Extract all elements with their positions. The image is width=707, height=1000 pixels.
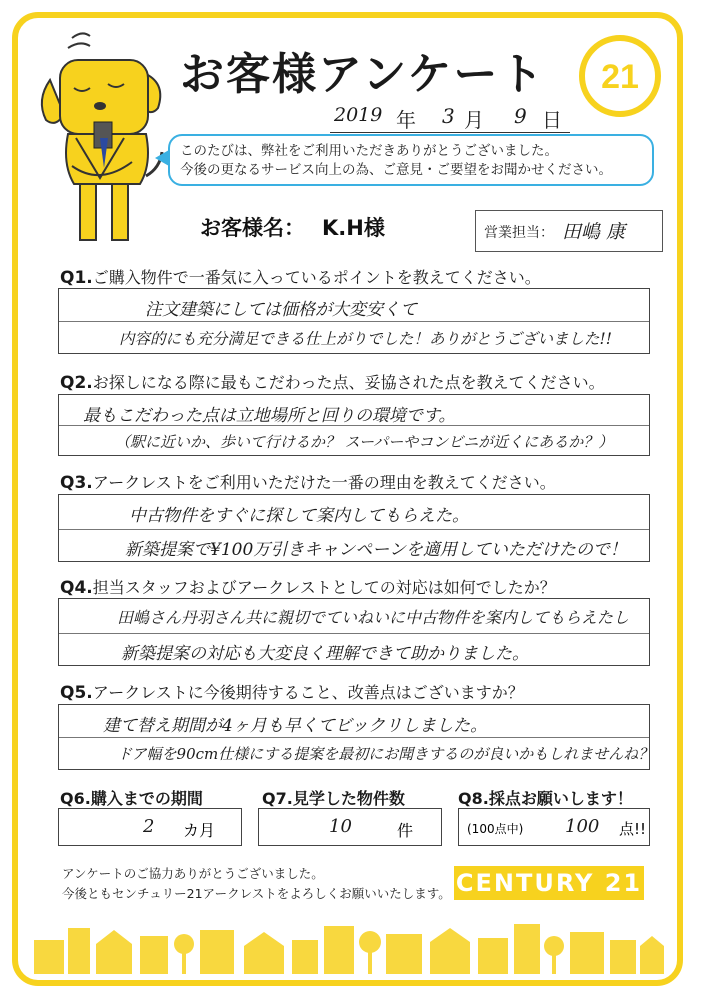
- speech-bubble-tail: [155, 150, 169, 166]
- answer-8-prefix: (100点中): [467, 822, 524, 836]
- question-1: [60, 265, 541, 288]
- answer-6-value: 2: [143, 816, 155, 837]
- customer-name-field: [196, 208, 462, 242]
- staff-name: 田嶋 康: [562, 221, 626, 243]
- question-1-text: ご購入物件で一番気に入っているポイントを教えてください。: [92, 268, 541, 287]
- question-7: [262, 786, 405, 809]
- answer-8-value: 100: [565, 816, 600, 837]
- answer-3-line-1: 中古物件をすぐに探して案内してもらえた。: [129, 506, 469, 526]
- question-7-text: 見学した物件数: [292, 789, 405, 808]
- intro-line-1: このたびは、弊社をご利用いただきありがとうございました。: [180, 143, 558, 159]
- intro-line-2: 今後の更なるサービス向上の為、ご意見・ご要望をお聞かせください。: [180, 162, 612, 178]
- question-5-number: Q5.: [60, 683, 93, 703]
- question-3: [60, 470, 556, 493]
- question-5-text: アークレストに今後期待すること、改善点はございますか？: [92, 683, 524, 702]
- century21-logo-icon: [572, 28, 668, 124]
- question-1-number: Q1.: [60, 268, 93, 288]
- intro-speech-bubble: [168, 134, 654, 186]
- customer-name-value: K.H様: [322, 216, 385, 240]
- question-2-number: Q2.: [60, 373, 93, 393]
- question-3-text: アークレストをご利用いただけた一番の理由を教えてください。: [92, 473, 556, 492]
- answer-5-line-2: ドア幅を90cm仕様にする提案を最初にお聞きするのが良いかもしれませんね？: [117, 745, 654, 763]
- question-4-number: Q4.: [60, 578, 93, 598]
- answer-4-box: [58, 598, 650, 666]
- question-6: [60, 786, 203, 809]
- question-3-number: Q3.: [60, 473, 93, 493]
- answer-2-box: [58, 394, 650, 456]
- question-4-text: 担当スタッフおよびアークレストとしての対応は如何でしたか？: [92, 578, 556, 597]
- answer-4-line-1: 田嶋さん丹羽さん共に親切でていねいに中古物件を案内してもらえたし: [117, 608, 630, 627]
- footer-message: [62, 864, 451, 904]
- answer-2-line-2: （駅に近いか、歩いて行けるか？ スーパーやコンビニが近くにあるか？）: [115, 433, 614, 451]
- staff-field: [475, 210, 663, 252]
- answer-6-box: [58, 808, 242, 846]
- answer-3-line-2: 新築提案で¥100万引きキャンペーンを適用していただけたので！: [125, 540, 627, 560]
- question-6-number: Q6.: [60, 789, 91, 808]
- answer-1-line-2: 内容的にも充分満足できる仕上がりでした！ありがとうございました!!: [119, 330, 612, 348]
- answer-5-line-1: 建て替え期間が4ヶ月も早くてビックリしました。: [103, 716, 488, 736]
- answer-8-box: [458, 808, 650, 846]
- question-6-text: 購入までの期間: [90, 789, 203, 808]
- date-month-label: 月: [464, 108, 484, 132]
- logo-number: 21: [601, 58, 639, 96]
- answer-7-box: [258, 808, 442, 846]
- answer-3-box: [58, 494, 650, 562]
- answer-7-value: 10: [329, 816, 352, 837]
- customer-name-label: お客様名：: [200, 216, 305, 240]
- question-5: [60, 680, 524, 703]
- footer-line-1: アンケートのご協力ありがとうございました。: [62, 866, 324, 881]
- question-2: [60, 370, 605, 393]
- footer-line-2: 今後ともセンチュリー21アークレストをよろしくお願いいたします。: [62, 886, 451, 901]
- question-2-text: お探しになる際に最もこだわった点、妥協された点を教えてください。: [92, 373, 605, 392]
- date-year: 2019: [334, 104, 383, 126]
- answer-6-unit: カ月: [183, 821, 216, 840]
- question-7-number: Q7.: [262, 789, 293, 808]
- answer-8-unit: 点!!: [619, 820, 647, 838]
- question-8: [458, 786, 633, 809]
- page-title: お客様アンケート: [180, 49, 546, 100]
- town-skyline-illustration: [24, 910, 670, 974]
- staff-label: 営業担当：: [484, 225, 554, 241]
- answer-7-unit: 件: [397, 821, 414, 840]
- answer-1-line-1: 注文建築にしては価格が大変安くて: [145, 300, 417, 320]
- date-day-label: 日: [542, 108, 562, 132]
- date-year-label: 年: [396, 108, 416, 132]
- answer-2-line-1: 最もこだわった点は立地場所と回りの環境です。: [83, 406, 456, 426]
- date-day: 9: [514, 104, 527, 128]
- question-8-number: Q8.: [458, 789, 489, 808]
- answer-4-line-2: 新築提案の対応も大変良く理解できて助かりました。: [121, 644, 529, 664]
- answer-5-box: [58, 704, 654, 770]
- century21-brand-logo: CENTURY 21: [454, 866, 644, 900]
- mascot-dog-illustration: [28, 26, 170, 248]
- question-8-text: 採点お願いします！: [488, 789, 633, 808]
- survey-date: [330, 98, 570, 133]
- question-4: [60, 575, 556, 598]
- date-month: 3: [442, 104, 455, 128]
- answer-1-box: [58, 288, 650, 354]
